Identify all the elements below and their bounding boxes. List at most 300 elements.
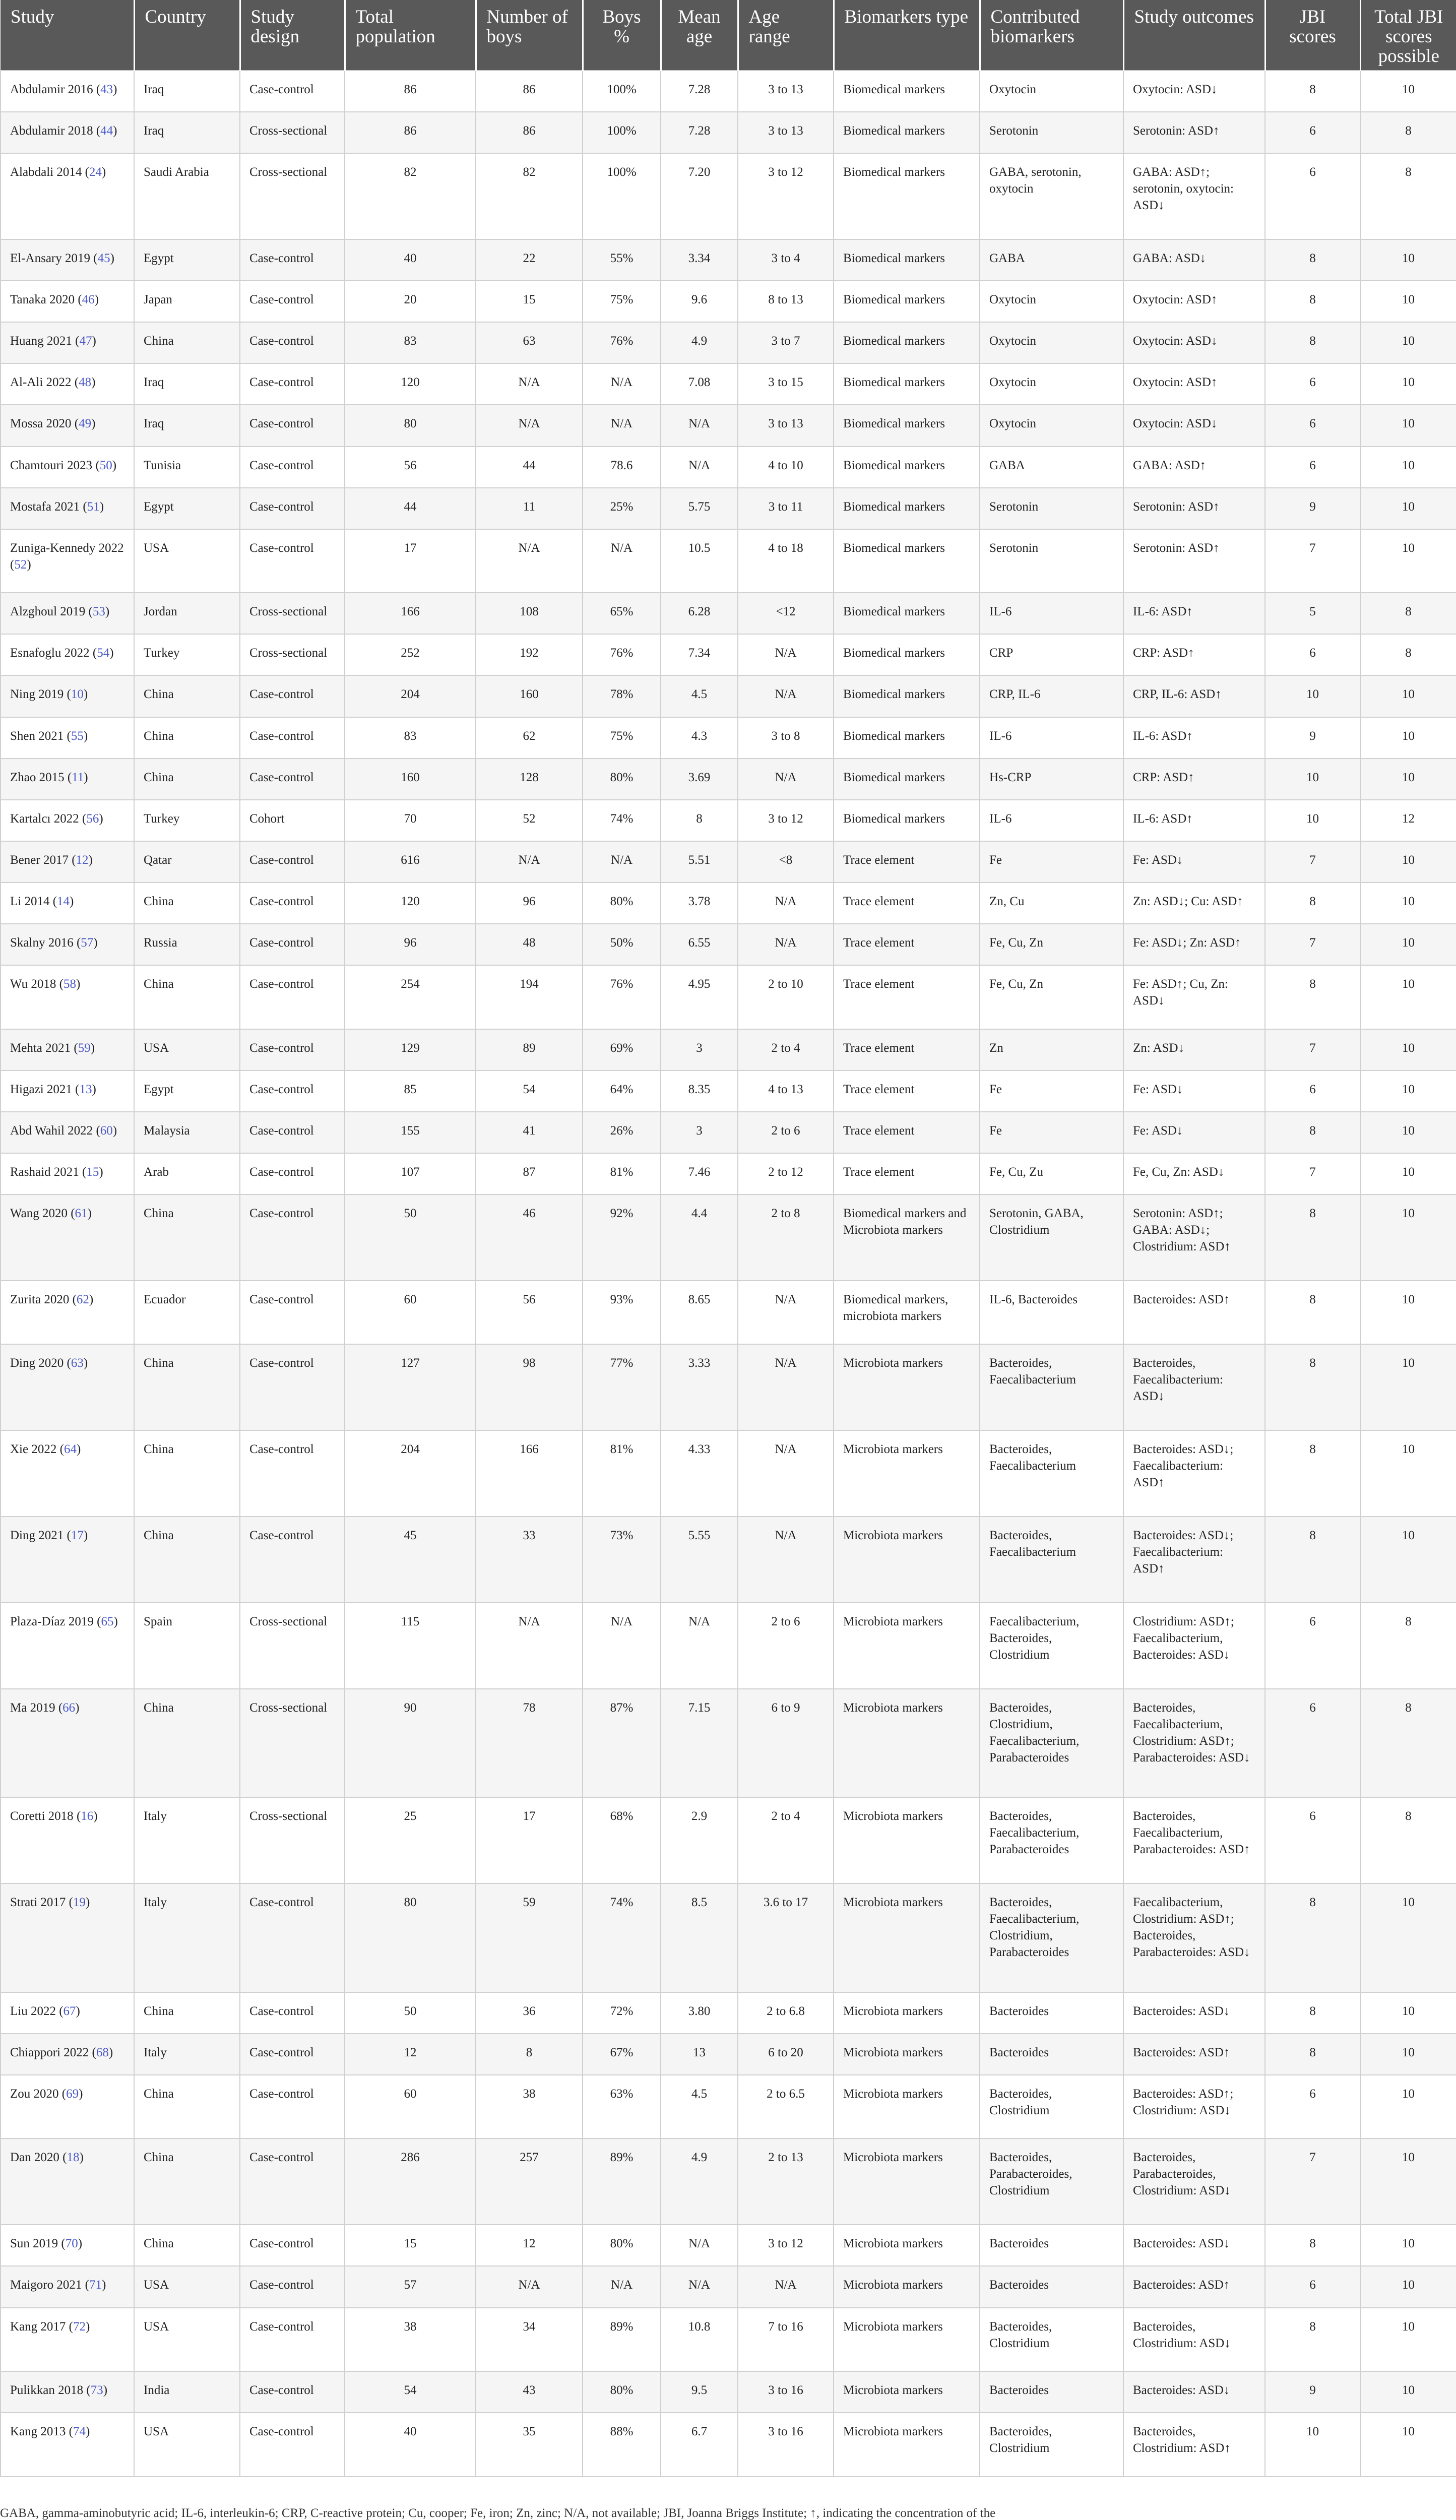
- cell-age-range: 3 to 7: [738, 322, 834, 363]
- table-row: [1, 800, 1456, 841]
- col-header-study-design: Study design: [240, 0, 345, 71]
- cell-total-population: 83: [345, 717, 476, 759]
- cell-study-outcomes: IL-6: ASD↑: [1123, 800, 1265, 841]
- cell-contributed-biomarkers: Fe: [980, 1070, 1123, 1112]
- cell-contributed-biomarkers: Bacteroides: [980, 2225, 1123, 2266]
- cell-study: Zou 2020 (69): [1, 2075, 134, 2139]
- cell-study-design: Case-control: [240, 2075, 345, 2139]
- table-row: [1, 1112, 1456, 1153]
- cell-biomarkers-type: Microbiota markers: [834, 1517, 980, 1603]
- cell-jbi-score: 7: [1265, 1029, 1360, 1070]
- cell-number-of-boys: N/A: [476, 529, 583, 593]
- cell-mean-age: 6.55: [661, 924, 738, 965]
- cell-study-outcomes: Fe: ASD↓: [1123, 1112, 1265, 1153]
- cell-boys-pct: 93%: [583, 1281, 661, 1345]
- reference-link[interactable]: 57: [81, 936, 94, 950]
- cell-mean-age: 4.5: [661, 2075, 738, 2139]
- reference-link[interactable]: 72: [73, 2319, 86, 2334]
- cell-contributed-biomarkers: IL-6, Bacteroides: [980, 1281, 1123, 1345]
- reference-link[interactable]: 68: [96, 2045, 109, 2059]
- cell-total-jbi-possible: 10: [1360, 529, 1456, 593]
- cell-total-jbi-possible: 10: [1360, 1281, 1456, 1345]
- reference-link[interactable]: 58: [63, 977, 76, 991]
- reference-link[interactable]: 47: [79, 334, 92, 348]
- cell-age-range: <12: [738, 593, 834, 634]
- cell-country: Egypt: [134, 1070, 240, 1112]
- cell-study: Dan 2020 (18): [1, 2138, 134, 2225]
- cell-age-range: 3 to 8: [738, 717, 834, 759]
- cell-biomarkers-type: Microbiota markers: [834, 1797, 980, 1883]
- cell-study-outcomes: CRP, IL-6: ASD↑: [1123, 675, 1265, 717]
- cell-total-population: 252: [345, 634, 476, 675]
- cell-study-outcomes: Bacteroides: ASD↑: [1123, 2034, 1265, 2075]
- reference-link[interactable]: 74: [73, 2425, 86, 2439]
- cell-boys-pct: 25%: [583, 488, 661, 529]
- cell-age-range: N/A: [738, 675, 834, 717]
- cell-total-population: 80: [345, 405, 476, 446]
- cell-total-population: 160: [345, 759, 476, 800]
- cell-study-design: Case-control: [240, 1883, 345, 1992]
- reference-link[interactable]: 67: [63, 2004, 76, 2018]
- cell-boys-pct: 74%: [583, 800, 661, 841]
- table-row: [1, 924, 1456, 965]
- cell-jbi-score: 6: [1265, 634, 1360, 675]
- cell-contributed-biomarkers: Serotonin: [980, 488, 1123, 529]
- cell-jbi-score: 8: [1265, 2034, 1360, 2075]
- cell-total-jbi-possible: 10: [1360, 1883, 1456, 1992]
- cell-country: Iraq: [134, 363, 240, 405]
- cell-total-population: 60: [345, 1281, 476, 1345]
- cell-biomarkers-type: Microbiota markers: [834, 2138, 980, 2225]
- cell-number-of-boys: 17: [476, 1797, 583, 1883]
- cell-number-of-boys: 34: [476, 2308, 583, 2372]
- cell-number-of-boys: 15: [476, 281, 583, 322]
- cell-study-design: Case-control: [240, 363, 345, 405]
- reference-link[interactable]: 12: [76, 853, 89, 867]
- cell-study: Zurita 2020 (62): [1, 1281, 134, 1345]
- cell-boys-pct: 89%: [583, 2308, 661, 2372]
- cell-contributed-biomarkers: Fe, Cu, Zn: [980, 965, 1123, 1029]
- col-header-boys-pct: Boys %: [583, 0, 661, 71]
- cell-country: USA: [134, 2266, 240, 2307]
- cell-study: Mehta 2021 (59): [1, 1029, 134, 1070]
- cell-country: Malaysia: [134, 1112, 240, 1153]
- cell-total-jbi-possible: 10: [1360, 924, 1456, 965]
- cell-boys-pct: 89%: [583, 2138, 661, 2225]
- cell-total-population: 120: [345, 883, 476, 924]
- cell-total-jbi-possible: 10: [1360, 71, 1456, 112]
- cell-age-range: 6 to 9: [738, 1689, 834, 1797]
- table-row: [1, 2266, 1456, 2307]
- cell-total-population: 96: [345, 924, 476, 965]
- cell-country: Italy: [134, 1797, 240, 1883]
- study-name: Kang 2013: [10, 2425, 66, 2439]
- reference-link[interactable]: 53: [92, 605, 105, 619]
- cell-country: Japan: [134, 281, 240, 322]
- reference-link[interactable]: 59: [78, 1041, 91, 1055]
- cell-contributed-biomarkers: IL-6: [980, 593, 1123, 634]
- cell-study-outcomes: GABA: ASD↑; serotonin, oxytocin: ASD↓: [1123, 153, 1265, 239]
- cell-total-jbi-possible: 10: [1360, 717, 1456, 759]
- cell-biomarkers-type: Biomedical markers: [834, 281, 980, 322]
- cell-contributed-biomarkers: Bacteroides, Parabacteroides, Clostridium: [980, 2138, 1123, 2225]
- cell-biomarkers-type: Biomedical markers: [834, 675, 980, 717]
- cell-biomarkers-type: Biomedical markers, microbiota markers: [834, 1281, 980, 1345]
- cell-jbi-score: 8: [1265, 71, 1360, 112]
- cell-study-outcomes: Bacteroides, Clostridium: ASD↓: [1123, 2308, 1265, 2372]
- table-body: [1, 71, 1456, 2477]
- cell-jbi-score: 10: [1265, 675, 1360, 717]
- cell-contributed-biomarkers: Fe, Cu, Zu: [980, 1153, 1123, 1194]
- cell-study-outcomes: Bacteroides, Faecalibacterium: ASD↓: [1123, 1344, 1265, 1430]
- reference-link[interactable]: 14: [57, 894, 70, 908]
- cell-study: Maigoro 2021 (71): [1, 2266, 134, 2307]
- cell-study: Shen 2021 (55): [1, 717, 134, 759]
- cell-country: USA: [134, 1029, 240, 1070]
- reference-link[interactable]: 71: [89, 2278, 102, 2292]
- reference-link[interactable]: 56: [86, 811, 99, 826]
- cell-study: Rashaid 2021 (15): [1, 1153, 134, 1194]
- cell-age-range: 3 to 13: [738, 405, 834, 446]
- cell-contributed-biomarkers: Bacteroides, Clostridium: [980, 2308, 1123, 2372]
- cell-study-design: Case-control: [240, 1344, 345, 1430]
- reference-link[interactable]: 43: [100, 83, 113, 96]
- cell-jbi-score: 8: [1265, 2308, 1360, 2372]
- reference-link[interactable]: 65: [101, 1615, 114, 1629]
- study-name: Kartalcı 2022: [10, 811, 79, 826]
- cell-jbi-score: 8: [1265, 239, 1360, 281]
- cell-total-jbi-possible: 8: [1360, 1603, 1456, 1689]
- col-header-total-population: Total population: [345, 0, 476, 71]
- cell-total-jbi-possible: 10: [1360, 363, 1456, 405]
- cell-age-range: 2 to 12: [738, 1153, 834, 1194]
- cell-mean-age: 3.78: [661, 883, 738, 924]
- reference-link[interactable]: 50: [99, 458, 112, 472]
- cell-total-jbi-possible: 10: [1360, 965, 1456, 1029]
- cell-study-outcomes: GABA: ASD↓: [1123, 239, 1265, 281]
- cell-age-range: 3 to 12: [738, 153, 834, 239]
- reference-link[interactable]: 64: [64, 1442, 77, 1457]
- cell-country: China: [134, 1689, 240, 1797]
- cell-number-of-boys: 36: [476, 1992, 583, 2034]
- cell-jbi-score: 8: [1265, 1344, 1360, 1430]
- cell-jbi-score: 8: [1265, 1992, 1360, 2034]
- cell-study-design: Case-control: [240, 2308, 345, 2372]
- study-name: El-Ansary 2019: [10, 251, 90, 266]
- reference-link[interactable]: 13: [79, 1082, 92, 1096]
- cell-mean-age: 6.28: [661, 593, 738, 634]
- cell-country: Italy: [134, 1883, 240, 1992]
- reference-link[interactable]: 61: [75, 1207, 88, 1221]
- cell-study-design: Cross-sectional: [240, 634, 345, 675]
- table-row: [1, 363, 1456, 405]
- cell-study: Ma 2019 (66): [1, 1689, 134, 1797]
- cell-boys-pct: N/A: [583, 529, 661, 593]
- reference-link[interactable]: 70: [65, 2237, 78, 2251]
- cell-number-of-boys: 160: [476, 675, 583, 717]
- cell-boys-pct: 26%: [583, 1112, 661, 1153]
- cell-jbi-score: 9: [1265, 2371, 1360, 2413]
- cell-number-of-boys: N/A: [476, 405, 583, 446]
- cell-total-jbi-possible: 10: [1360, 239, 1456, 281]
- reference-link[interactable]: 73: [90, 2383, 103, 2398]
- cell-contributed-biomarkers: Serotonin, GABA, Clostridium: [980, 1194, 1123, 1281]
- col-header-country: Country: [134, 0, 240, 71]
- table-row: [1, 71, 1456, 112]
- reference-link[interactable]: 69: [66, 2087, 79, 2101]
- cell-total-jbi-possible: 10: [1360, 2308, 1456, 2372]
- cell-biomarkers-type: Trace element: [834, 1153, 980, 1194]
- cell-mean-age: 7.08: [661, 363, 738, 405]
- cell-jbi-score: 7: [1265, 841, 1360, 883]
- cell-boys-pct: N/A: [583, 2266, 661, 2307]
- table-row: [1, 1153, 1456, 1194]
- cell-age-range: N/A: [738, 634, 834, 675]
- study-name: Coretti 2018: [10, 1809, 74, 1823]
- cell-contributed-biomarkers: Bacteroides: [980, 2034, 1123, 2075]
- reference-link[interactable]: 18: [67, 2151, 80, 2165]
- cell-mean-age: 5.75: [661, 488, 738, 529]
- cell-country: China: [134, 2138, 240, 2225]
- reference-link[interactable]: 10: [71, 687, 84, 702]
- cell-boys-pct: 92%: [583, 1194, 661, 1281]
- study-name: Maigoro 2021: [10, 2278, 82, 2292]
- cell-number-of-boys: 33: [476, 1517, 583, 1603]
- cell-jbi-score: 7: [1265, 2138, 1360, 2225]
- cell-mean-age: 3.34: [661, 239, 738, 281]
- reference-link[interactable]: 17: [71, 1529, 84, 1543]
- cell-total-jbi-possible: 10: [1360, 322, 1456, 363]
- cell-study: Ding 2020 (63): [1, 1344, 134, 1430]
- cell-study-outcomes: Serotonin: ASD↑: [1123, 529, 1265, 593]
- cell-number-of-boys: 62: [476, 717, 583, 759]
- cell-mean-age: N/A: [661, 2225, 738, 2266]
- cell-total-jbi-possible: 10: [1360, 1344, 1456, 1430]
- cell-number-of-boys: 59: [476, 1883, 583, 1992]
- reference-link[interactable]: 24: [89, 165, 102, 179]
- cell-age-range: 2 to 8: [738, 1194, 834, 1281]
- cell-country: USA: [134, 2413, 240, 2477]
- cell-number-of-boys: 192: [476, 634, 583, 675]
- reference-link[interactable]: 44: [100, 124, 113, 138]
- cell-jbi-score: 6: [1265, 153, 1360, 239]
- cell-study-design: Case-control: [240, 1517, 345, 1603]
- cell-country: Turkey: [134, 634, 240, 675]
- cell-total-population: 50: [345, 1194, 476, 1281]
- cell-mean-age: 7.20: [661, 153, 738, 239]
- cell-contributed-biomarkers: Bacteroides, Faecalibacterium: [980, 1430, 1123, 1517]
- cell-country: Tunisia: [134, 447, 240, 488]
- reference-link[interactable]: 46: [82, 293, 95, 307]
- cell-jbi-score: 7: [1265, 529, 1360, 593]
- reference-link[interactable]: 63: [71, 1356, 84, 1370]
- reference-link[interactable]: 52: [14, 557, 27, 572]
- reference-link[interactable]: 48: [79, 375, 92, 390]
- cell-mean-age: 4.5: [661, 675, 738, 717]
- cell-mean-age: N/A: [661, 405, 738, 446]
- cell-biomarkers-type: Trace element: [834, 841, 980, 883]
- study-name: Shen 2021: [10, 729, 64, 743]
- cell-study-design: Cohort: [240, 800, 345, 841]
- cell-country: Spain: [134, 1603, 240, 1689]
- cell-number-of-boys: 257: [476, 2138, 583, 2225]
- cell-total-population: 25: [345, 1797, 476, 1883]
- cell-country: Saudi Arabia: [134, 153, 240, 239]
- table-row: [1, 2371, 1456, 2413]
- cell-study-outcomes: Bacteroides: ASD↑: [1123, 1281, 1265, 1345]
- cell-contributed-biomarkers: Serotonin: [980, 112, 1123, 153]
- cell-number-of-boys: 166: [476, 1430, 583, 1517]
- cell-age-range: 3 to 13: [738, 71, 834, 112]
- cell-jbi-score: 6: [1265, 112, 1360, 153]
- cell-age-range: N/A: [738, 2266, 834, 2307]
- cell-age-range: 3.6 to 17: [738, 1883, 834, 1992]
- cell-jbi-score: 9: [1265, 717, 1360, 759]
- cell-study-design: Case-control: [240, 1194, 345, 1281]
- cell-study-outcomes: Serotonin: ASD↑: [1123, 112, 1265, 153]
- cell-study-outcomes: Oxytocin: ASD↓: [1123, 322, 1265, 363]
- cell-study-design: Case-control: [240, 1153, 345, 1194]
- cell-study: Zuniga-Kennedy 2022 (52): [1, 529, 134, 593]
- cell-biomarkers-type: Biomedical markers: [834, 405, 980, 446]
- cell-study-design: Case-control: [240, 1070, 345, 1112]
- cell-boys-pct: N/A: [583, 841, 661, 883]
- cell-country: China: [134, 2225, 240, 2266]
- cell-total-jbi-possible: 12: [1360, 800, 1456, 841]
- cell-study-outcomes: Bacteroides: ASD↓: [1123, 2225, 1265, 2266]
- reference-link[interactable]: 45: [97, 251, 110, 266]
- cell-study-design: Cross-sectional: [240, 593, 345, 634]
- reference-link[interactable]: 60: [100, 1123, 113, 1138]
- cell-total-jbi-possible: 8: [1360, 634, 1456, 675]
- cell-age-range: 3 to 12: [738, 800, 834, 841]
- cell-mean-age: 4.9: [661, 2138, 738, 2225]
- cell-boys-pct: 80%: [583, 759, 661, 800]
- cell-study-outcomes: Zn: ASD↓: [1123, 1029, 1265, 1070]
- cell-total-population: 86: [345, 71, 476, 112]
- study-name: Esnafoglu 2022: [10, 646, 90, 660]
- cell-age-range: 3 to 13: [738, 112, 834, 153]
- cell-total-population: 155: [345, 1112, 476, 1153]
- table-row: [1, 529, 1456, 593]
- reference-link[interactable]: 54: [97, 646, 110, 660]
- cell-contributed-biomarkers: Bacteroides, Faecalibacterium: [980, 1517, 1123, 1603]
- cell-contributed-biomarkers: Zn: [980, 1029, 1123, 1070]
- cell-country: China: [134, 883, 240, 924]
- cell-biomarkers-type: Biomedical markers: [834, 322, 980, 363]
- study-name: Al-Ali 2022: [10, 375, 72, 390]
- cell-contributed-biomarkers: Oxytocin: [980, 405, 1123, 446]
- cell-study-outcomes: CRP: ASD↑: [1123, 634, 1265, 675]
- cell-boys-pct: 87%: [583, 1689, 661, 1797]
- cell-boys-pct: N/A: [583, 1603, 661, 1689]
- cell-study-design: Case-control: [240, 529, 345, 593]
- cell-biomarkers-type: Microbiota markers: [834, 1883, 980, 1992]
- cell-total-population: 254: [345, 965, 476, 1029]
- cell-contributed-biomarkers: Fe, Cu, Zn: [980, 924, 1123, 965]
- cell-study: Chiappori 2022 (68): [1, 2034, 134, 2075]
- cell-biomarkers-type: Microbiota markers: [834, 1344, 980, 1430]
- cell-study: Skalny 2016 (57): [1, 924, 134, 965]
- reference-link[interactable]: 55: [71, 729, 84, 743]
- cell-biomarkers-type: Biomedical markers: [834, 717, 980, 759]
- cell-country: Arab: [134, 1153, 240, 1194]
- cell-country: China: [134, 717, 240, 759]
- cell-study-outcomes: IL-6: ASD↑: [1123, 593, 1265, 634]
- cell-study: Kang 2013 (74): [1, 2413, 134, 2477]
- col-header-biomarkers-type: Biomarkers type: [834, 0, 980, 71]
- cell-number-of-boys: 86: [476, 112, 583, 153]
- cell-study: Kartalcı 2022 (56): [1, 800, 134, 841]
- cell-number-of-boys: N/A: [476, 2266, 583, 2307]
- cell-study: Tanaka 2020 (46): [1, 281, 134, 322]
- cell-mean-age: 10.5: [661, 529, 738, 593]
- cell-total-population: 54: [345, 2371, 476, 2413]
- cell-study-design: Case-control: [240, 1029, 345, 1070]
- study-name: Strati 2017: [10, 1896, 66, 1910]
- cell-total-jbi-possible: 10: [1360, 675, 1456, 717]
- reference-link[interactable]: 66: [62, 1701, 76, 1715]
- table-row: [1, 2413, 1456, 2477]
- cell-number-of-boys: 96: [476, 883, 583, 924]
- reference-link[interactable]: 11: [72, 770, 84, 784]
- cell-jbi-score: 8: [1265, 883, 1360, 924]
- reference-link[interactable]: 49: [79, 417, 92, 431]
- table-row: [1, 405, 1456, 446]
- cell-country: USA: [134, 2308, 240, 2372]
- cell-number-of-boys: 128: [476, 759, 583, 800]
- cell-contributed-biomarkers: Oxytocin: [980, 281, 1123, 322]
- reference-link[interactable]: 51: [87, 499, 100, 514]
- table-row: [1, 1517, 1456, 1603]
- cell-biomarkers-type: Microbiota markers: [834, 2371, 980, 2413]
- study-name: Ma 2019: [10, 1701, 55, 1715]
- cell-study-design: Case-control: [240, 239, 345, 281]
- cell-total-jbi-possible: 8: [1360, 112, 1456, 153]
- study-name: Ding 2021: [10, 1529, 64, 1543]
- cell-age-range: 3 to 11: [738, 488, 834, 529]
- cell-biomarkers-type: Biomedical markers: [834, 447, 980, 488]
- cell-contributed-biomarkers: Bacteroides, Clostridium: [980, 2075, 1123, 2139]
- cell-total-population: 127: [345, 1344, 476, 1430]
- cell-mean-age: 7.28: [661, 112, 738, 153]
- cell-total-population: 286: [345, 2138, 476, 2225]
- cell-jbi-score: 8: [1265, 1430, 1360, 1517]
- cell-total-jbi-possible: 10: [1360, 1112, 1456, 1153]
- cell-jbi-score: 10: [1265, 2413, 1360, 2477]
- reference-link[interactable]: 19: [73, 1896, 86, 1910]
- cell-total-jbi-possible: 10: [1360, 2371, 1456, 2413]
- cell-study-outcomes: Fe: ASD↓; Zn: ASD↑: [1123, 924, 1265, 965]
- cell-country: Iraq: [134, 112, 240, 153]
- study-name: Liu 2022: [10, 2004, 56, 2018]
- reference-link[interactable]: 15: [86, 1165, 99, 1179]
- reference-link[interactable]: 16: [81, 1809, 94, 1823]
- cell-study: Wang 2020 (61): [1, 1194, 134, 1281]
- cell-contributed-biomarkers: Bacteroides, Clostridium, Faecalibacterium, Parabacteroides: [980, 1689, 1123, 1797]
- cell-country: China: [134, 1430, 240, 1517]
- study-name: Zou 2020: [10, 2087, 59, 2101]
- cell-mean-age: 5.55: [661, 1517, 738, 1603]
- cell-total-population: 80: [345, 1883, 476, 1992]
- reference-link[interactable]: 62: [76, 1292, 89, 1306]
- cell-mean-age: 9.6: [661, 281, 738, 322]
- cell-study-design: Case-control: [240, 717, 345, 759]
- cell-age-range: 2 to 10: [738, 965, 834, 1029]
- study-name: Alabdali 2014: [10, 165, 82, 179]
- cell-biomarkers-type: Trace element: [834, 1029, 980, 1070]
- cell-mean-age: 8.65: [661, 1281, 738, 1345]
